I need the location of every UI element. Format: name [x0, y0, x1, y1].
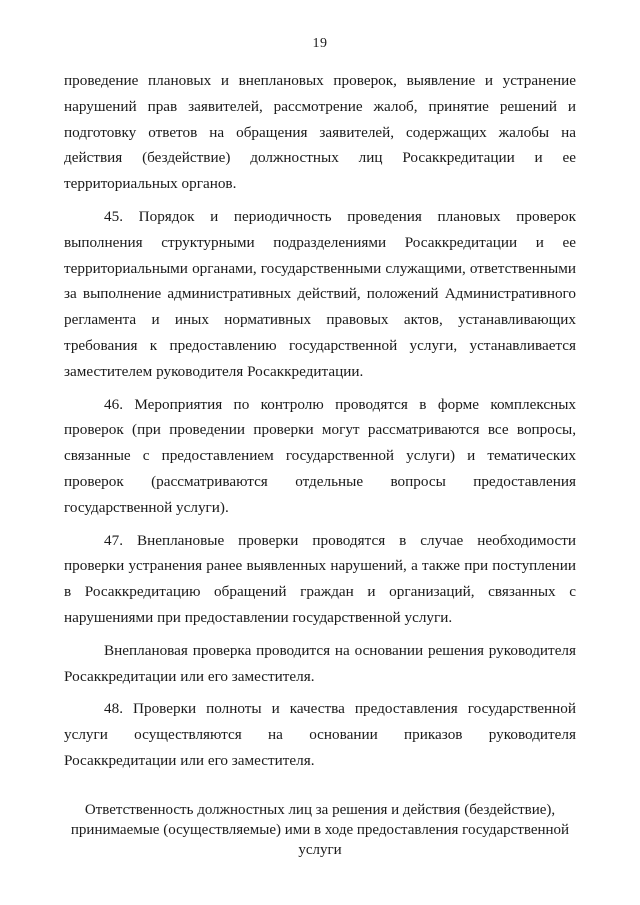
- section-heading: Ответственность должностных лиц за решения и действия (бездействие), принимаемые (осуществляемые) ими в ходе предоставления государственной услуги: [70, 801, 570, 858]
- paragraph-unscheduled-inspection: Внеплановая проверка проводится на основании решения руководителя Росаккредитации или его заместителя.: [64, 641, 576, 685]
- document-body: [64, 68, 576, 860]
- paragraph-46: 46. Мероприятия по контролю проводятся в форме комплексных проверок (при проведении проверки могут рассматриваются все вопросы, связанные с предоставлением государственной услуги) и тематических проверок (рассматриваются отдельные вопросы предоставления государственной услуги).: [64, 395, 576, 516]
- paragraph-45: 45. Порядок и периодичность проведения плановых проверок выполнения структурными подразделениями Росаккредитации и ее территориальными органами, государственными служащими, ответственными за выполнение административных действий, положений Административного регламента и иных нормативных правовых актов, устанавливающих требования к предоставлению государственной услуги, устанавливается заместителем руководителя Росаккредитации.: [64, 207, 576, 380]
- paragraph-continuation: проведение плановых и внеплановых проверок, выявление и устранение нарушений прав заявителей, рассмотрение жалоб, принятие решений и подготовку ответов на обращения заявителей, содержащих жалобы на действия (бездействие) должностных лиц Росаккредитации и ее территориальных органов.: [64, 72, 576, 193]
- page-number: 19: [312, 36, 328, 51]
- paragraph-48: 48. Проверки полноты и качества предоставления государственной услуги осуществляются на основании приказов руководителя Росаккредитации или его заместителя.: [64, 700, 576, 769]
- paragraph-47: 47. Внеплановые проверки проводятся в случае необходимости проверки устранения ранее выявленных нарушений, а также при поступлении в Росаккредитацию обращений граждан и организаций, связанных с нарушениями при предоставлении государственной услуги.: [64, 531, 576, 626]
